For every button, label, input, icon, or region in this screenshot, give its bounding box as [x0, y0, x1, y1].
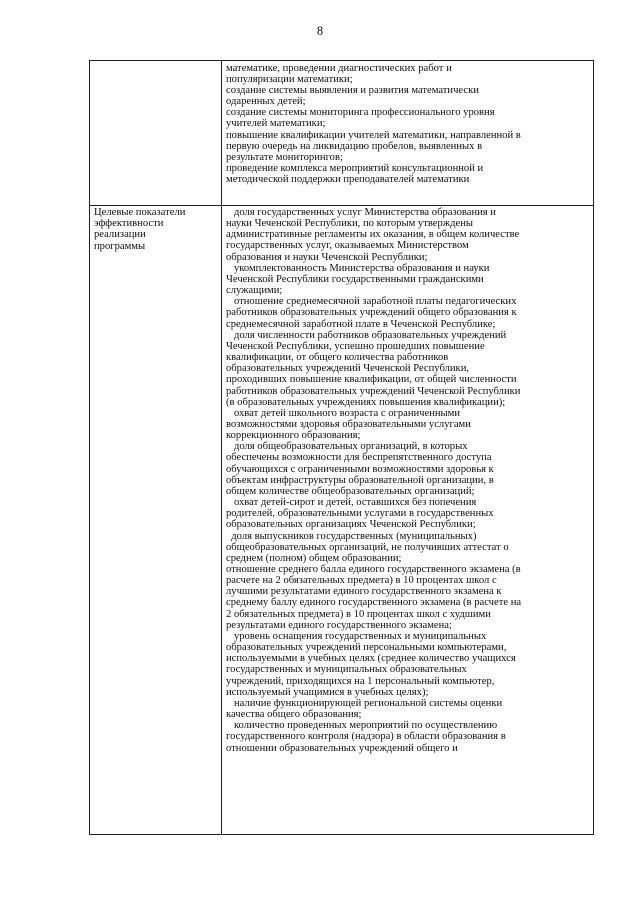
text-line: работников образовательных учреждений Чеченской Республики: [226, 385, 521, 397]
text-line: первую очередь на ликвидацию пробелов, выявленных в: [226, 140, 483, 152]
text-line: методической поддержки преподавателей математики: [226, 173, 470, 185]
text-line: доля численности работников образовательных учреждений: [226, 329, 507, 341]
text-line: среднем (полном) общем образовании;: [226, 552, 402, 564]
text-line: обучающихся с ограниченными возможностями здоровья к: [226, 463, 494, 475]
text-line: охват детей-сирот и детей, оставшихся без попечения: [226, 497, 477, 509]
text-line: доля общеобразовательных организаций, в которых: [226, 441, 468, 453]
text-line: лучшими результатами единого государственного экзамена к: [226, 586, 502, 598]
text-line: укомплектованность Министерства образования и науки: [226, 262, 490, 274]
text-line: (в образовательных учреждениях повышения квалификации);: [226, 396, 506, 408]
text-line: служащими;: [226, 285, 283, 297]
text-line: объектам инфраструктуры образовательной организации, в: [226, 474, 494, 486]
text-line: государственных и муниципальных образовательных: [226, 664, 467, 676]
text-line: учителей математики;: [226, 118, 326, 130]
text-line: образования и науки Чеченской Республики;: [226, 251, 428, 263]
text-line: доля выпускников государственных (муниципальных): [226, 530, 477, 542]
text-line: результате мониторингов;: [226, 151, 343, 163]
text-line: отношении образовательных учреждений общего и: [226, 742, 458, 754]
top-row-content: [226, 63, 592, 185]
text-line: Чеченской Республики государственными гражданскими: [226, 273, 484, 285]
text-line: эффективности: [94, 218, 164, 230]
text-line: науки Чеченской Республики, по которым утверждены: [226, 218, 473, 230]
text-line: одаренных детей;: [226, 96, 306, 108]
text-line: доля государственных услуг Министерства образования и: [226, 207, 496, 218]
indicators-row-label: [94, 207, 218, 252]
text-line: общем количестве общеобразовательных организаций;: [226, 485, 475, 497]
text-line: качества общего образования;: [226, 709, 362, 721]
text-line: расчете на 2 обязательных предмета) в 10 процентах школ с: [226, 575, 497, 587]
text-line: проходивших повышение квалификации, от общей численности: [226, 374, 517, 386]
text-line: обеспечены возможности для беспрепятственного доступа: [226, 452, 492, 464]
text-line: программы: [94, 240, 146, 252]
text-line: проведение комплекса мероприятий консультационной и: [226, 162, 484, 174]
text-line: государственного контроля (надзора) в области образования в: [226, 731, 506, 743]
text-line: используемыми в учебных целях (среднее количество учащихся: [226, 653, 516, 665]
text-line: отношение среднемесячной заработной платы педагогических: [226, 296, 517, 308]
text-line: отношение среднего балла единого государственного экзамена (в: [226, 564, 521, 575]
document-table: [89, 60, 594, 835]
text-line: создание системы выявления и развития математически: [226, 85, 479, 97]
text-line: возможностями здоровья образовательными услугами: [226, 418, 471, 430]
text-line: квалификации, от общего количества работников: [226, 352, 449, 364]
text-line: административные регламенты их оказания, в общем количестве: [226, 229, 520, 241]
text-line: среднему баллу единого государственного экзамена (в расчете на: [226, 597, 522, 609]
text-line: родителей, образовательными услугами в государственных: [226, 508, 494, 520]
text-line: реализации: [94, 229, 146, 241]
text-line: образовательных организациях Чеченской Республики;: [226, 519, 476, 531]
text-line: результатами единого государственного экзамена;: [226, 619, 452, 631]
text-line: создание системы мониторинга профессионального уровня: [226, 107, 495, 119]
text-line: количество проведенных мероприятий по осуществлению: [226, 720, 498, 732]
text-line: общеобразовательных организаций, не получивших аттестат о: [226, 541, 509, 553]
text-line: охват детей школьного возраста с ограниченными: [226, 407, 461, 419]
text-line: Целевые показатели: [94, 207, 186, 218]
text-line: повышение квалификации учителей математики, направленной в: [226, 129, 521, 141]
indicators-row-content: [226, 207, 592, 754]
text-line: коррекционного образования;: [226, 430, 361, 442]
text-line: уровень оснащения государственных и муниципальных: [226, 630, 487, 642]
text-line: математике, проведении диагностических работ и: [226, 63, 452, 74]
text-line: среднемесячной заработной плате в Чеченской Республике;: [226, 318, 496, 330]
text-line: учреждений, приходящихся на 1 персональный компьютер,: [226, 675, 495, 687]
text-line: Чеченской Республики, успешно прошедших повышение: [226, 340, 485, 352]
text-line: государственных услуг, оказываемых Министерством: [226, 240, 469, 252]
text-line: работников образовательных учреждений общего образования к: [226, 307, 517, 319]
text-line: популяризации математики;: [226, 74, 353, 86]
page-number: 8: [316, 24, 324, 38]
text-line: 2 обязательных предмета) в 10 процентах школ с худшими: [226, 608, 491, 620]
text-line: образовательных учреждений Чеченской Республики,: [226, 363, 470, 375]
row-divider: [90, 205, 593, 206]
text-line: наличие функционирующей региональной системы оценки: [226, 697, 503, 709]
text-line: используемый учащимися в учебных целях);: [226, 686, 429, 698]
text-line: образовательных учреждений персональными компьютерами,: [226, 642, 507, 654]
column-divider: [221, 61, 222, 834]
